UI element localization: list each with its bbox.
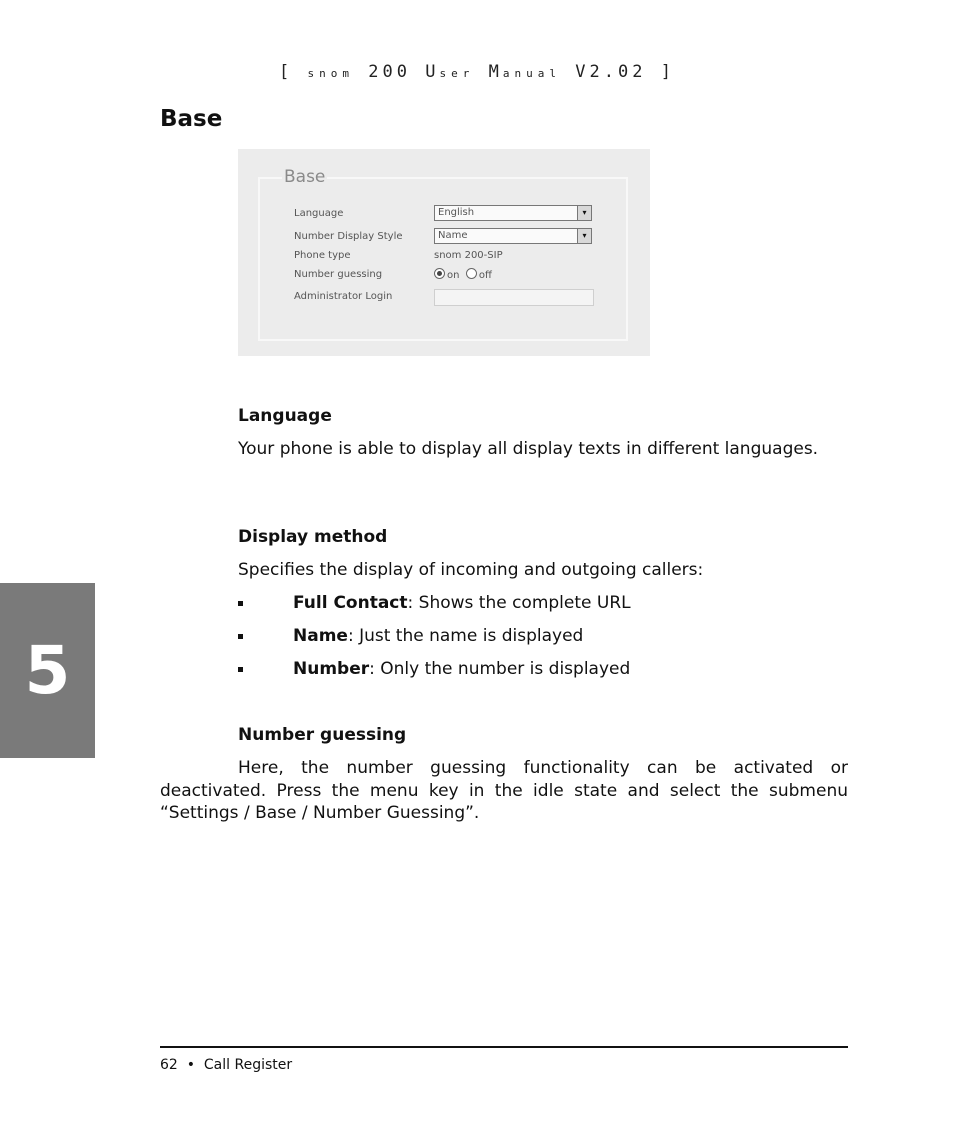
header-close-bracket: ] — [660, 62, 675, 82]
language-select[interactable] — [434, 205, 592, 221]
base-settings-screenshot — [238, 149, 650, 356]
number-guessing-on-radio[interactable] — [434, 268, 445, 279]
header-user-rest: ser — [439, 67, 475, 80]
section-title: Base — [160, 106, 223, 132]
list-item-term: Number — [293, 659, 370, 679]
language-heading: Language — [238, 406, 332, 426]
header-brand: snom — [307, 67, 355, 80]
language-paragraph: Your phone is able to display all display texts in different languages. — [238, 439, 819, 459]
header-manual-initial: M — [488, 62, 503, 82]
bullet-icon — [238, 667, 243, 672]
number-display-style-value: Name — [438, 230, 468, 241]
list-item-term: Full Contact — [293, 593, 408, 613]
footer-separator: • — [186, 1057, 195, 1073]
dropdown-arrow-icon[interactable]: ▾ — [577, 229, 591, 243]
fieldset-legend: Base — [284, 167, 326, 187]
footer — [160, 1057, 292, 1073]
display-method-intro: Specifies the display of incoming and outgoing callers: — [238, 560, 704, 580]
page-number: 62 — [160, 1057, 178, 1073]
number-display-style-select[interactable] — [434, 228, 592, 244]
display-method-heading: Display method — [238, 527, 388, 547]
running-header — [0, 62, 954, 82]
language-label: Language — [294, 208, 344, 219]
number-display-style-label: Number Display Style — [294, 231, 403, 242]
header-user-initial: U — [425, 62, 440, 82]
list-item-desc: : Only the number is displayed — [369, 659, 631, 679]
bullet-icon — [238, 601, 243, 606]
header-open-bracket: [ — [279, 62, 294, 82]
number-guessing-off-radio[interactable] — [466, 268, 477, 279]
number-guessing-heading: Number guessing — [238, 725, 407, 745]
footer-section: Call Register — [203, 1057, 293, 1073]
number-guessing-off-label: off — [478, 270, 492, 281]
header-manual-rest: anual — [502, 67, 562, 80]
footer-rule — [160, 1046, 848, 1048]
number-guessing-paragraph: Here, the number guessing functionality can be activated or deactivated. Press the menu key in the idle state and select the submenu “Settings / Base / Number Guessing”. — [160, 758, 848, 823]
phone-type-label: Phone type — [294, 250, 351, 261]
number-guessing-label: Number guessing — [294, 269, 383, 280]
chapter-tab: 5 — [0, 583, 95, 758]
header-version: V2.02 — [575, 62, 647, 82]
administrator-login-input[interactable] — [434, 289, 594, 306]
list-item-desc: : Just the name is displayed — [347, 626, 584, 646]
list-item-desc: : Shows the complete URL — [407, 593, 631, 613]
dropdown-arrow-icon[interactable]: ▾ — [577, 206, 591, 220]
administrator-login-label: Administrator Login — [294, 291, 393, 302]
language-select-value: English — [438, 207, 475, 218]
bullet-icon — [238, 634, 243, 639]
number-guessing-on-label: on — [447, 270, 460, 281]
header-model: 200 — [368, 62, 412, 82]
list-item-term: Name — [293, 626, 348, 646]
number-guessing-radio-group — [434, 268, 492, 281]
phone-type-value: snom 200-SIP — [434, 250, 503, 261]
